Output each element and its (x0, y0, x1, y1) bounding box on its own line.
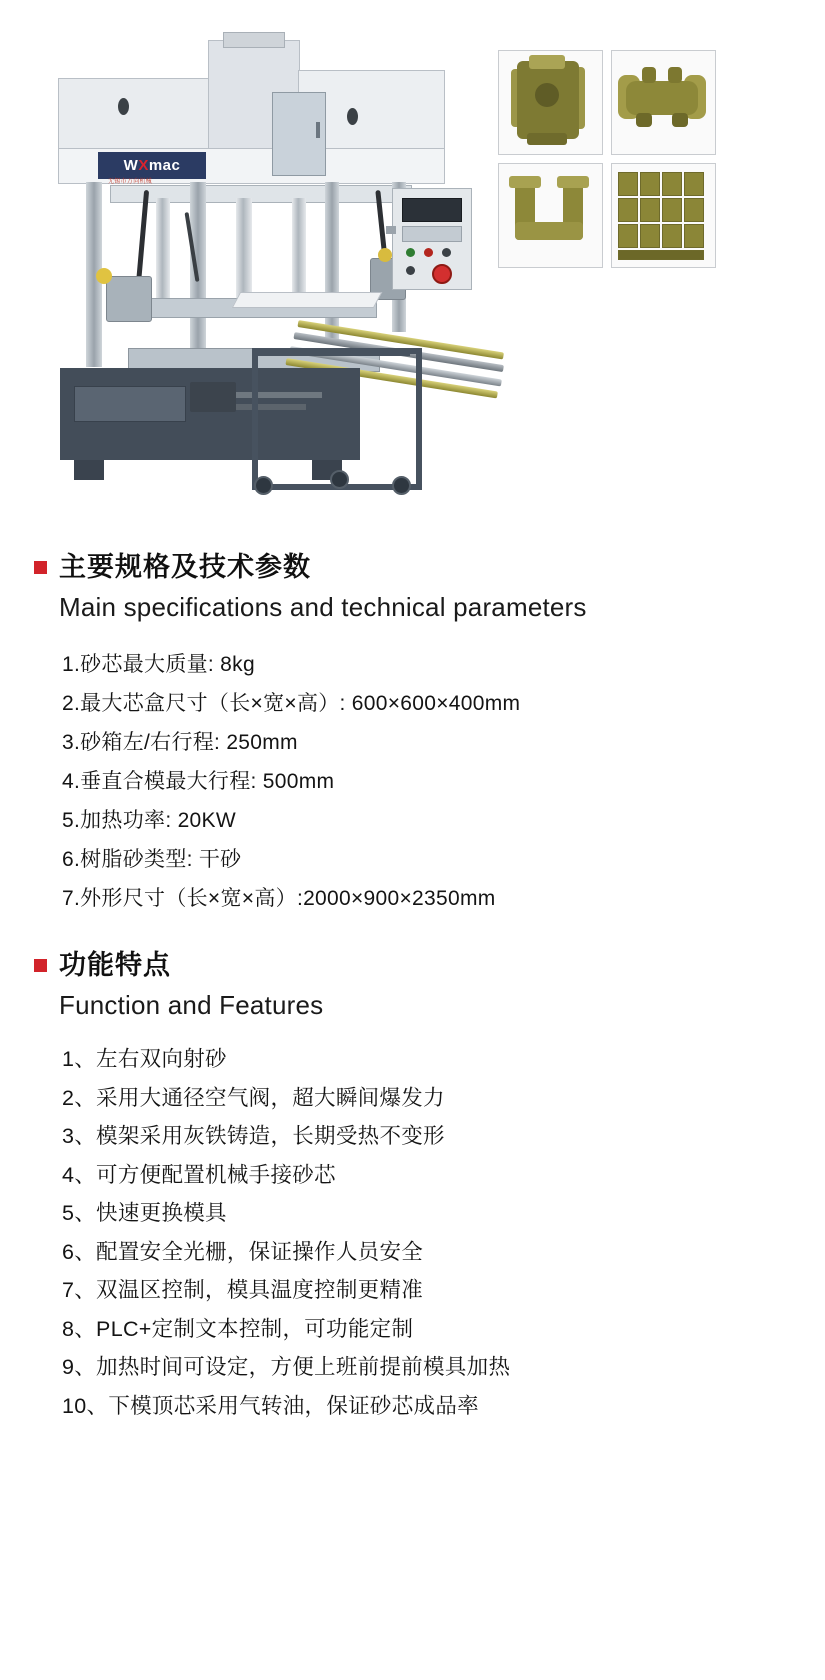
list-item: 7.外形尺寸（长×宽×高）:2000×900×2350mm (62, 886, 496, 910)
control-button-black-1[interactable] (442, 248, 451, 257)
stacked-core (640, 172, 660, 196)
stacked-core (618, 172, 638, 196)
brand-logo-prefix: W (123, 157, 139, 174)
list-item: 4、可方便配置机械手接砂芯 (62, 1162, 336, 1187)
list-item: 6.树脂砂类型: 干砂 (62, 847, 242, 871)
specs-heading-row (34, 548, 791, 587)
machine-hydraulic-block (190, 382, 236, 412)
machine-foot-left (74, 460, 104, 480)
machine-cart-frame (252, 348, 422, 490)
control-button-green[interactable] (406, 248, 415, 257)
stacked-core (640, 224, 660, 248)
list-item: 3.砂箱左/右行程: 250mm (62, 730, 298, 754)
machine-caster-3 (330, 470, 349, 489)
stacked-core (662, 198, 682, 222)
features-heading-row (34, 946, 791, 985)
specs-heading-en: Main specifications and technical parameters (59, 592, 587, 623)
casting-detail (668, 67, 682, 83)
casting-photo-wide-core (611, 50, 716, 155)
casting-photo-bracket-core (498, 163, 603, 268)
machine-valve-right-icon (378, 248, 392, 262)
brand-logo-accent: X (138, 157, 149, 174)
red-square-bullet-icon (34, 561, 47, 574)
features-heading-zh: 功能特点 (59, 949, 171, 980)
list-item: 5.加热功率: 20KW (62, 808, 236, 832)
machine-hose-1 (136, 190, 149, 285)
brand-logo (98, 152, 206, 179)
casting-detail (642, 67, 656, 83)
machine-piston-1 (156, 198, 170, 308)
machine-port-left-icon (118, 98, 129, 115)
product-image-area (0, 0, 825, 520)
casting-detail (509, 176, 541, 188)
features-list (34, 1041, 791, 1426)
machine-caster-1 (254, 476, 273, 495)
machine-motor-left (106, 276, 152, 322)
stacked-core (640, 198, 660, 222)
machine-piston-3 (292, 198, 306, 298)
casting-detail (535, 83, 559, 107)
list-item: 4.垂直合模最大行程: 500mm (62, 769, 335, 793)
stacked-core (684, 198, 704, 222)
machine-piston-2 (236, 198, 252, 298)
list-item: 6、配置安全光栅，保证操作人员安全 (62, 1239, 424, 1264)
machine-top-cap (223, 32, 285, 48)
document-content (0, 520, 825, 1426)
machine-caster-2 (392, 476, 411, 495)
machine-illustration (40, 30, 500, 500)
casting-detail (557, 176, 589, 188)
casting-photo-grid (498, 50, 716, 268)
machine-base-panel (74, 386, 186, 422)
brand-logo-subtitle: 无锡市万向机械 (108, 179, 153, 185)
stacked-core (684, 224, 704, 248)
list-item: 10、下模顶芯采用气转油，保证砂芯成品率 (62, 1393, 479, 1418)
specs-heading-zh: 主要规格及技术参数 (59, 552, 311, 582)
control-cabinet-arm (386, 226, 396, 234)
list-item: 8、PLC+定制文本控制，可功能定制 (62, 1316, 414, 1341)
casting-detail (527, 133, 567, 145)
machine-column-2 (190, 182, 206, 357)
machine-cart-bar (252, 348, 410, 356)
list-item: 1、左右双向射砂 (62, 1047, 227, 1072)
list-item: 2、采用大通径空气阀，超大瞬间爆发力 (62, 1085, 445, 1110)
casting-detail (529, 55, 565, 69)
pallet-base (618, 250, 704, 260)
list-item: 7、双温区控制，模具温度控制更精准 (62, 1278, 424, 1303)
casting-body (626, 81, 698, 115)
control-secondary-panel (402, 226, 462, 242)
list-item: 2.最大芯盒尺寸（长×宽×高）: 600×600×400mm (62, 691, 521, 715)
machine-valve-left-icon (96, 268, 112, 284)
emergency-stop-button[interactable] (432, 264, 452, 284)
control-button-black-2[interactable] (406, 266, 415, 275)
stacked-core (662, 172, 682, 196)
casting-detail (672, 113, 688, 127)
machine-port-right-icon (347, 108, 358, 125)
machine-hood-left (58, 78, 210, 152)
casting-detail (636, 113, 652, 127)
list-item: 5、快速更换模具 (62, 1201, 227, 1226)
machine-work-table (232, 292, 383, 308)
machine-door-handle (316, 122, 320, 138)
control-display-screen (402, 198, 462, 222)
stacked-core (684, 172, 704, 196)
list-item: 9、加热时间可设定，方便上班前提前模具加热 (62, 1355, 511, 1380)
red-square-bullet-icon (34, 959, 47, 972)
features-heading-en: Function and Features (59, 989, 324, 1020)
stacked-core (618, 224, 638, 248)
stacked-core (662, 224, 682, 248)
casting-photo-engine-block (498, 50, 603, 155)
stacked-core (618, 198, 638, 222)
brand-logo-suffix: mac (148, 157, 181, 174)
list-item: 1.砂芯最大质量: 8kg (62, 652, 255, 676)
casting-body (515, 222, 583, 240)
list-item: 3、模架采用灰铁铸造，长期受热不变形 (62, 1124, 445, 1149)
casting-photo-stacked-cores (611, 163, 716, 268)
specs-list (34, 645, 791, 918)
control-button-red[interactable] (424, 248, 433, 257)
machine-column-3 (325, 182, 339, 342)
